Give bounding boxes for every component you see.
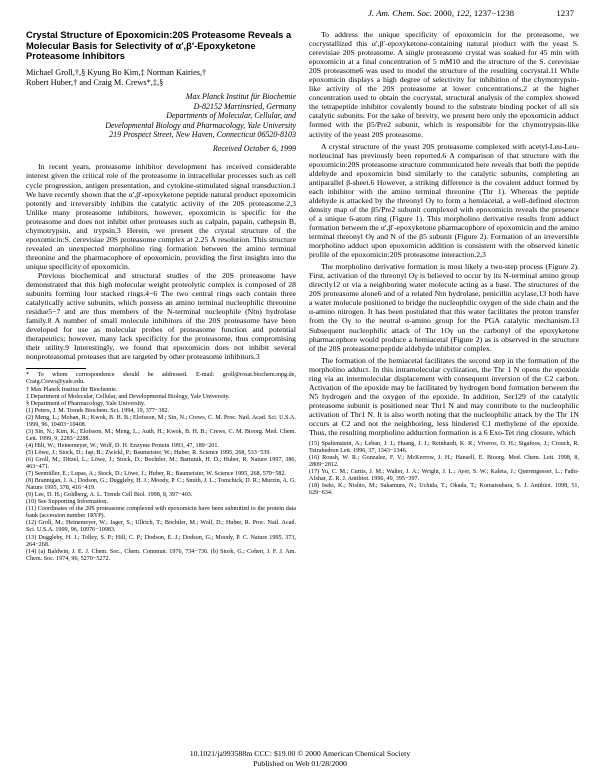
footnote: § Department of Pharmacology, Yale University.	[26, 400, 146, 407]
authors-line-1: Michael Groll,†,§ Kyung Bo Kim,‡ Norman Kairies,†	[26, 67, 207, 77]
affiliation-line: 219 Prospect Street, New Haven, Connecticut 06520-8103	[109, 130, 296, 139]
reference: (11) Coordinates of the 20S proteasome complexed with epoxomicin have been submitted to the protein data bank (accession number 1RYP).	[26, 506, 296, 520]
reference: (12) Groll, M.; Heinemeyer, W.; Jager, S.; Ullrich, T.; Bochtler, M.; Wolf, D.; Huber, R. Proc. Natl. Acad. Sci. U.S.A. 1999, 96, 10976−10983.	[26, 520, 296, 534]
author-list	[26, 68, 296, 88]
body-paragraph: The formation of the hemiacetal facilitates the second step in the formation of the morpholino adduct. In this intramolecular cyclization, the Thr 1 N opens the epoxide ring via an intermolecular displacement with consequent inversion of the C2 carbon. Activation of the epoxide may be facilitated by hydrogen bond formation between the N5 hydrogen and the oxygen of the epoxide. In addition, Ser129 of the catalytic proteasome subunit is positioned near Thr1 N and may contribute to the nucleophilic activation of Thr1 N. It is also worth noting that the nucleophilic attack by the Thr 1N occurs at C2 and not the neighboring, less hindered C1 methylene of the epoxide. Thus, the resulting morpholino adduction formation is a 6 Exo-Tet ring closure, which	[309, 355, 579, 438]
body-paragraph: The morpholino derivative formation is most likely a two-step process (Figure 2). First, activation of the threonyl Oγ is believed to occur by its N-terminal amino group directly12 or via a neighboring water molecule acting as a base. The structures of the 20S proteasome alone6 and of a related Ntn hydrolase, penicillin acylase,13 both have a water molecule positioned to bridge the nucleophilic oxygen of the side chain and the α-amino nitrogen. It has been postulated that this water facilitates the proton transfer from the Oγ to the neutral α-amino group for the PGA catalytic mechanism.13 Subsequent nucleophilic attack of Thr 1Oγ on the carbonyl of the epoxyketone pharmacophore would produce a hemiacetal (Figure 2) as is observed in the structure of the 20S proteasome:peptide aldehyde inhibitor complex.	[309, 262, 579, 353]
journal-name: J. Am. Chem. Soc.	[367, 8, 433, 18]
body-paragraph: To address the unique specificity of epoxomicin for the proteasome, we cocrystallized this α′,β′-epoxyketone-containing natural product with the yeast S. cerevisiae 20S proteasome. A single proteasome crystal was soaked for 45 min with epoxomicin at a final concentration of 5 mM10 and the structure of the S. cerevisiae 20S proteasome6 was used to model the structure of the resulting cocrystal.11 While epoxomicin displays a high degree of selectivity for inhibition of the chymotrypsin-like activity of the 20S proteasome at lower concentrations,2 at the higher concentration used to obtain the cocrystal, structural analysis of the complex showed the tetrapeptide inhibitor covalently bound to the substrate binding pocket of all six catalytic subunits. For the sake of brevity, we present here only the epoxomicin adduct formed with the β5/Pre2 subunit, which is responsible for the chymotrypsin-like activity of the yeast 20S proteasome.	[309, 30, 579, 139]
reference: (13) Duggleby, H. J.; Tolley, S. P.; Hill, C. P.; Dodson, E. J.; Dodson, G.; Moody, P. C. Nature 1995, 373, 264−268.	[26, 534, 296, 548]
footnote: † Max Planck Institut für Biochemie.	[26, 386, 118, 393]
reference: (2) Meng, L.; Mohan, R.; Kwok, B. H. B.; Elofsson, M.; Sin, N.; Crews, C. M. Proc. Natl. Acad. Sci. U.S.A. 1999, 96, 10403−10408.	[26, 414, 296, 428]
left-column	[26, 30, 296, 737]
authors-line-2: Robert Huber,† and Craig M. Crews*,‡,§	[26, 77, 164, 87]
body-paragraph: A crystal structure of the yeast 20S proteasome complexed with acetyl-Leu-Leu-norleucinal has previously been reported.6 A comparison of that structure with the epoxomicin:20S proteasome structure communicated here reveals that both the peptide aldehyde and epoxomicin bind similarly to the catalytic subunits, completing an antiparallel β-sheet.6 However, a striking difference is the covalent adduct formed by each inhibitor with the amino terminal threonine (Thr 1). Whereas the peptide aldehyde is attacked by the threonyl Oγ to form a hemiacetal, a well-defined electron density map of the β5/Pre2 subunit complexed with epoxomicin reveals the presence of a unique 6-atom ring (Figure 1). This morpholino derivative results from adduct formation between the α′,β′-epoxyketone pharmacophore of epoxomicin and the amino terminal threonyl Oγ and N of the β5 subunit (Figure 2). Formation of an irreversible morpholino adduct upon epoxomicin addition is consistent with the observed kinetic profile of the epoxomicin:20S proteasome interaction.2,3	[309, 141, 579, 260]
footnotes-left	[26, 372, 296, 562]
reference: (9) Lee, D. H.; Goldberg, A. L. Trends Cell Biol. 1998, 8, 397−403.	[26, 492, 193, 499]
affiliation-line: Max Planck Institut für Biochemie	[185, 92, 296, 102]
affiliation-line: Developmental Biology and Pharmacology, Yale University	[105, 120, 296, 130]
journal-pages: 1237−1238	[473, 8, 514, 18]
body-paragraph: Previous biochemical and structural studies of the 20S proteasome have demonstrated that this high molecular weight proteolytic complex is composed of 28 subunits forming four stacked rings.4−6 The two central rings each contain three catalytically active subunits, which possess an amino terminal nucleophilic threonine residue5−7 and are thus members of the N-terminal nucleophile (Ntn) hydrolase family.8 A number of small molecule inhibitors of the 20S proteasome have been developed for use as molecular probes of proteasome function and potential therapeutics; however, many lack specificity for the proteasome, thus compromising their utility.9 Interestingly, we found that epoxomicin does not inhibit several nonproteasomal proteases that are targeted by other proteasome inhibitors.3	[26, 270, 296, 362]
reference: (17) Yu, C. M.; Curtis, J. M.; Walter, J. A.; Wright, J. L.; Ayer, S. W.; Kaleta, J.; Querengesser, L.; Fathi-Afshar, Z. R. J. Antibiot. 1996, 49, 395−397.	[309, 469, 579, 483]
reference: (1) Peters, J. M. Trends Biochem. Sci. 1994, 19, 377−382.	[26, 407, 170, 414]
reference: (5) Löwe, J.; Stock, D.; Jap, B.; Zwickl, P.; Baumeister, W.; Huber, R. Science 1995, 268, 533−539.	[26, 449, 271, 456]
journal-year: 2000,	[434, 8, 455, 18]
reference: (6) Groll, M.; Ditzel, L.; Löwe, J.; Stock, D.; Bochtler, M.; Bartunik, H. D.; Huber, R. Nature 1997, 386, 463−471.	[26, 457, 296, 471]
reference: (14) (a) Baldwin, J. E. J. Chem. Soc., Chem. Commun. 1976, 734−736. (b) Stork, G.; Cohen, J. F. J. Am. Chem. Soc. 1974, 96, 5270−5272.	[26, 548, 296, 562]
citation-header	[368, 8, 514, 18]
footnote: * To whom correspondence should be addressed. E-mail: groll@rosat.biochem.mpg.de, Craig.Crews@yale.edu.	[26, 372, 296, 386]
right-column	[309, 30, 579, 737]
affiliation-line: Departments of Molecular, Cellular, and	[166, 111, 296, 121]
published-date: Published on Web 01/28/2000	[253, 758, 347, 768]
running-header	[26, 8, 574, 20]
journal-volume: 122,	[456, 8, 472, 18]
page-number: 1237	[556, 8, 574, 18]
doi-line: 10.1021/ja993588m CCC: $19.00 © 2000 American Chemical Society	[189, 749, 411, 758]
footnote-divider	[26, 368, 86, 369]
reference: (4) Hilt, W.; Heinemeyer, W.; Wolf, D. H. Enzyme Protein 1993, 47, 189−201.	[26, 442, 219, 449]
reference: (7) Seemüller, E.; Lupas, A.; Stock, D.; Löwe, J.; Huber, R.; Baumeister, W. Science 1995, 268, 579−582.	[26, 471, 287, 478]
reference: (15) Spaltenstein, A.; Leban, J. J.; Huang, J. J.; Reinhardt, K. R.; Viveros, O. H.; Sigafoos, J.; Crouch, R. Tetrahedron Lett. 1996, 37, 1343−1346.	[309, 441, 579, 455]
reference: (8) Brannigan, J. A.; Dodson, G.; Duggleby, H. J.; Moody, P. C.; Smith, J. L.; Tomchick, D. R.; Murzin, A. G. Nature 1995, 378, 416−419.	[26, 478, 296, 492]
affiliation-line: D-82152 Martinsried, Germany	[193, 101, 296, 111]
reference: (16) Roush, W. R.; Gonzalez, F. V.; McKerrow, J. H.; Hansell, E. Bioorg. Med. Chem. Lett. 1998, 8, 2809−2812.	[309, 455, 579, 469]
reference: (10) See Supporting Information.	[26, 499, 108, 506]
footnote: ‡ Department of Molecular, Cellular, and Developmental Biology, Yale University.	[26, 393, 230, 400]
body-paragraph: In recent years, proteasome inhibitor development has received considerable interest given the critical role of the proteasome in intracellular processes such as cell cycle progression, antigen presentation, and cytokine-stimulated signal transduction.1 We have recently shown that the α′,β′-epoxyketone peptide natural product epoxomicin potently and irreversibly inhibits the catalytic activity of the 20S proteasome.2,3 Unlike many proteasome inhibitors, however, epoxomicin is specific for the proteasome and does not inhibit other proteases such as calpain, papain, cathepsin B, chymotrypsin, and trypsin.3 Herein, we present the crystal structure of the epoxomicin:S. cerevisiae 20S proteasome complex at 2.25 Å resolution. This structure revealed an unexpected morpholino ring formation between the amino terminal threonine and the pharmacophore of epoxomicin, providing the first insights into the unique specificity of epoxomicin.	[26, 162, 296, 271]
article-title: Crystal Structure of Epoxomicin:20S Proteasome Reveals a Molecular Basis for Selectivity of α′,β′-Epoxyketone Proteasome Inhibitors	[26, 30, 292, 62]
received-date: Received October 6, 1999	[212, 144, 296, 154]
footnotes-right	[309, 441, 579, 497]
reference: (3) Sin, N.; Kim, K.; Elofsson, M.; Meng, L.; Auth, H.; Kwok, B. H. B.; Crews, C. M. Bioorg. Med. Chem. Lett. 1999, 9, 2283−2288.	[26, 428, 296, 442]
affiliation-block	[26, 92, 296, 139]
reference: (18) Iseki, K.; Nishio, M.; Sakamura, N.; Uchida, T.; Okada, T.; Komatsubara, S. J. Antibiot. 1998, 51, 629−634.	[309, 483, 579, 497]
page-footer	[0, 749, 600, 768]
